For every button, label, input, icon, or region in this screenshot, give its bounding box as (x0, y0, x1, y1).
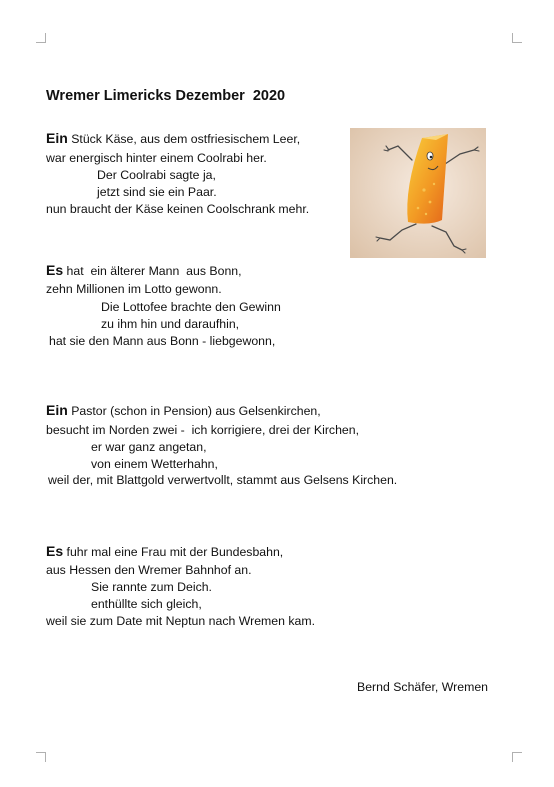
stanza-first-line-text: fuhr mal eine Frau mit der Bundesbahn, (63, 545, 284, 559)
stanza-first-line (46, 402, 321, 420)
stanza-line: Die Lottofee brachte den Gewinn (101, 300, 281, 314)
stanza-line: hat sie den Mann aus Bonn - liebgewonn, (49, 334, 276, 348)
stanza-line: jetzt sind sie ein Paar. (97, 185, 217, 199)
stanza-line: Der Coolrabi sagte ja, (97, 168, 216, 182)
stanza-first-line (46, 543, 283, 561)
stanza-line: besucht im Norden zwei - ich korrigiere, drei der Kirchen, (46, 423, 360, 437)
author-signature: Bernd Schäfer, Wremen (357, 680, 489, 694)
stanza-line: weil sie zum Date mit Neptun nach Wremen kam. (46, 614, 316, 628)
crop-mark-top-right (512, 33, 522, 43)
stanza-line: aus Hessen den Wremer Bahnhof an. (46, 563, 252, 577)
crop-mark-top-left (36, 33, 46, 43)
stanza-first-line-text: Stück Käse, aus dem ostfriesischem Leer, (67, 132, 301, 146)
cheese-character-icon (350, 128, 486, 258)
crop-mark-bottom-left (36, 752, 46, 762)
stanza-line: enthüllte sich gleich, (91, 597, 202, 611)
stanza-lead-word: Ein (46, 130, 68, 146)
crop-mark-bottom-right (512, 752, 522, 762)
stanza-lead-word: Es (46, 262, 64, 278)
stanza-line: weil der, mit Blattgold verwertvollt, stammt aus Gelsens Kirchen. (48, 473, 398, 487)
stanza-lead-word: Es (46, 543, 64, 559)
stanza-first-line-text: hat ein älterer Mann aus Bonn, (63, 264, 242, 278)
stanza-line: Sie rannte zum Deich. (91, 580, 212, 594)
page-title: Wremer Limericks Dezember 2020 (46, 88, 286, 104)
stanza-line: nun braucht der Käse keinen Coolschrank mehr. (46, 202, 310, 216)
stanza-first-line-text: Pastor (schon in Pension) aus Gelsenkirchen, (67, 404, 321, 418)
stanza-line: er war ganz angetan, (91, 440, 207, 454)
stanza-line: zehn Millionen im Lotto gewonn. (46, 282, 222, 296)
stanza-line: von einem Wetterhahn, (91, 457, 218, 471)
stanza-first-line (46, 262, 242, 280)
stanza-line: zu ihm hin und daraufhin, (101, 317, 240, 331)
cheese-character-illustration (350, 128, 486, 258)
stanza-line: war energisch hinter einem Coolrabi her. (46, 151, 267, 165)
stanza-lead-word: Ein (46, 402, 68, 418)
stanza-first-line (46, 130, 300, 148)
